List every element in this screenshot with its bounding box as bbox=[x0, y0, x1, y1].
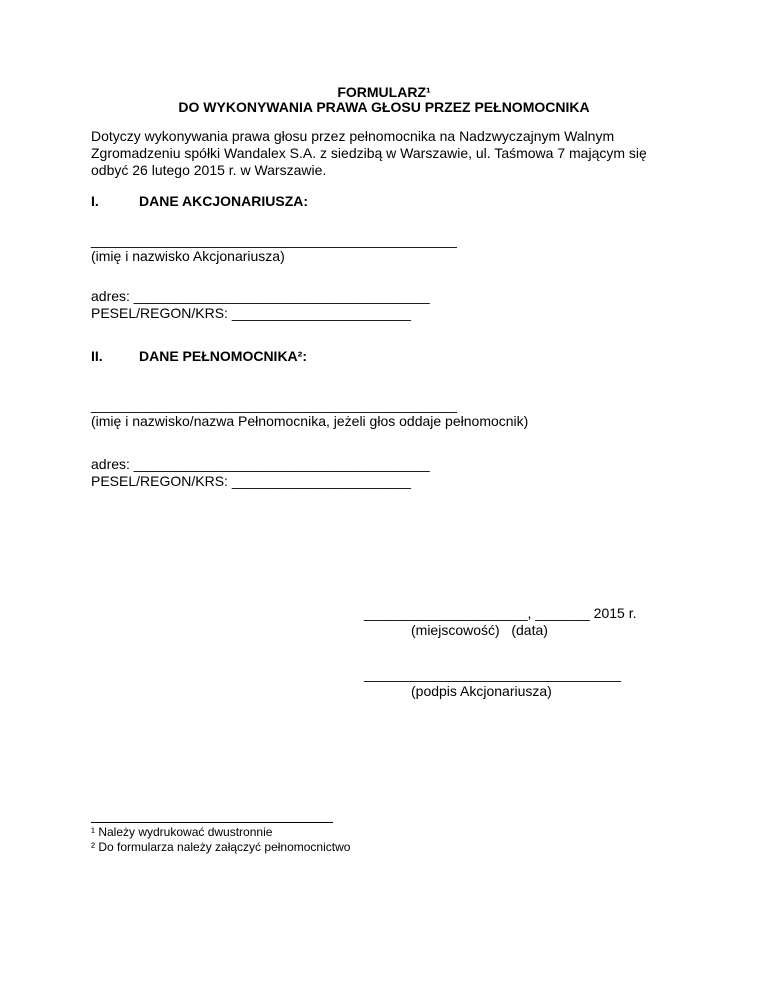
signature-caption: (podpis Akcjonariusza) bbox=[411, 683, 552, 699]
proxy-name-caption: (imię i nazwisko/nazwa Pełnomocnika, jeżeli głos oddaje pełnomocnik) bbox=[91, 413, 529, 429]
section-1-heading: DANE AKCJONARIUSZA: bbox=[139, 193, 309, 209]
shareholder-name-caption: (imię i nazwisko Akcjonariusza) bbox=[91, 248, 285, 264]
intro-line-1: Dotyczy wykonywania prawa głosu przez pełnomocnika na Nadzwyczajnym Walnym bbox=[91, 128, 615, 144]
intro-line-2: Zgromadzeniu spółki Wandalex S.A. z siedzibą w Warszawie, ul. Taśmowa 7 mającym się bbox=[91, 145, 647, 161]
footnote-2: ² Do formularza należy załączyć pełnomocnictwo bbox=[91, 840, 351, 854]
proxy-name-field[interactable]: _______________________________________________ bbox=[91, 397, 457, 413]
section-2-heading: DANE PEŁNOMOCNIKA²: bbox=[139, 348, 307, 364]
shareholder-address-field[interactable]: adres: ______________________________________ bbox=[91, 288, 430, 304]
form-title: FORMULARZ¹ bbox=[337, 84, 431, 100]
section-2-number: II. bbox=[91, 348, 103, 364]
signature-field[interactable]: _________________________________ bbox=[364, 666, 621, 682]
form-subtitle: DO WYKONYWANIA PRAWA GŁOSU PRZEZ PEŁNOMOCNIKA bbox=[178, 99, 590, 115]
place-date-field[interactable]: _____________________, _______ 2015 r. bbox=[364, 605, 637, 621]
proxy-pesel-field[interactable]: PESEL/REGON/KRS: _______________________ bbox=[91, 473, 411, 489]
shareholder-pesel-field[interactable]: PESEL/REGON/KRS: _______________________ bbox=[91, 305, 411, 321]
footnote-1: ¹ Należy wydrukować dwustronnie bbox=[91, 825, 273, 839]
section-1-number: I. bbox=[91, 193, 99, 209]
place-date-caption: (miejscowość) (data) bbox=[411, 622, 548, 638]
intro-line-3: odbyć 26 lutego 2015 r. w Warszawie. bbox=[91, 162, 327, 178]
shareholder-name-field[interactable]: _______________________________________________ bbox=[91, 232, 457, 248]
footnote-divider bbox=[91, 822, 333, 823]
proxy-address-field[interactable]: adres: ______________________________________ bbox=[91, 456, 430, 472]
